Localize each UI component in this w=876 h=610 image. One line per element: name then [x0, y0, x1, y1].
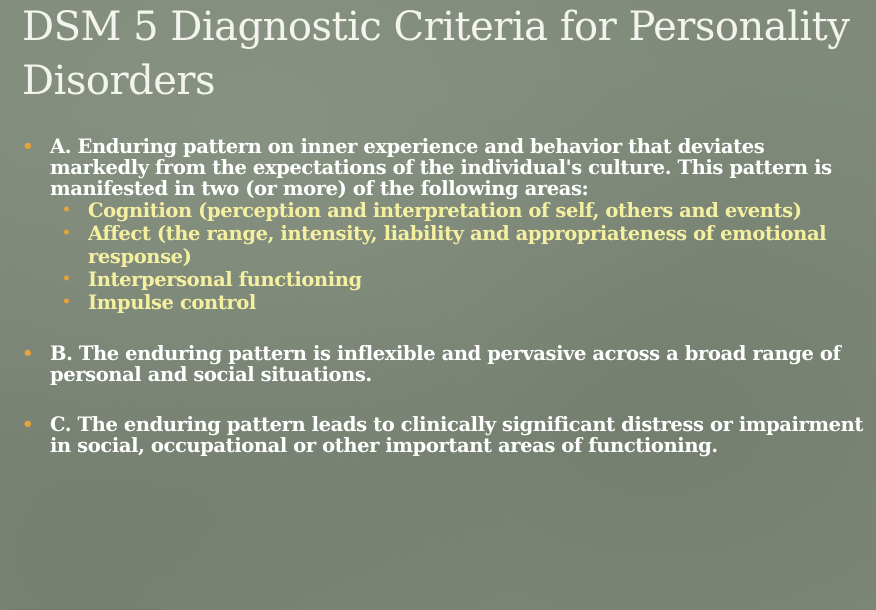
- criterion-c: [22, 414, 868, 456]
- slide-title: DSM 5 Diagnostic Criteria for Personality Disorders: [22, 4, 850, 104]
- area-text: Cognition (perception and interpretation of self, others and events): [88, 199, 802, 222]
- bullet-dot-icon: •: [22, 136, 34, 157]
- bullet-dot-icon: •: [22, 414, 34, 435]
- criterion-a: [22, 136, 868, 314]
- sub-bullet-dot-icon: •: [62, 225, 71, 241]
- area-item: [60, 222, 868, 268]
- criteria-list: [22, 136, 868, 456]
- sub-bullet-dot-icon: •: [62, 294, 71, 310]
- area-text: Interpersonal functioning: [88, 268, 362, 291]
- sub-bullet-dot-icon: •: [62, 202, 71, 218]
- area-item: [60, 199, 868, 222]
- area-item: [60, 268, 868, 291]
- criterion-c-text: C. The enduring pattern leads to clinically significant distress or impairment in social, occupational or other important areas of functioning.: [50, 413, 864, 457]
- criterion-a-text: A. Enduring pattern on inner experience and behavior that deviates markedly from the expectations of the individual's culture. This pattern is manifested in two (or more) of the following areas:: [50, 135, 832, 200]
- bullet-dot-icon: •: [22, 343, 34, 364]
- criterion-a-areas: [50, 199, 868, 314]
- sub-bullet-dot-icon: •: [62, 271, 71, 287]
- area-text: Impulse control: [88, 291, 256, 314]
- criterion-b: [22, 343, 868, 385]
- criterion-b-text: B. The enduring pattern is inflexible and pervasive across a broad range of personal and social situations.: [50, 342, 841, 386]
- area-item: [60, 291, 868, 314]
- area-text: Affect (the range, intensity, liability and appropriateness of emotional response): [88, 222, 827, 268]
